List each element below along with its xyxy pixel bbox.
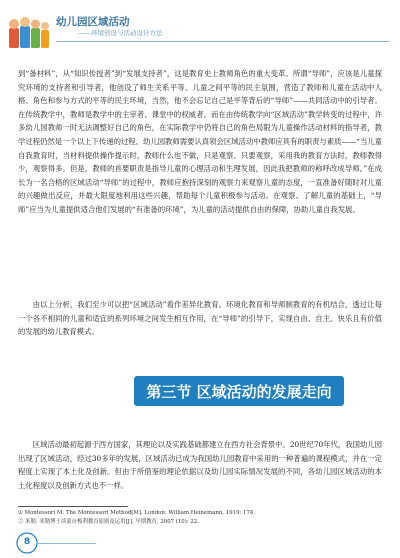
paragraph-text: 区域活动最初起源于西方国家，其理论以及实践基础都建立在西方社会背景中。20世纪70年代，我国幼儿园出现了区域活动，经过30多年的发展，区域活动已成为我国幼儿园教育中采用的一种普遍的课程模式，并在一定程度上实现了本土化及创新。但由于所借鉴的理论依据以及幼儿园实际情况发展的不同，各幼儿园区域活动的本土化程度以及创新方式也不一样。 bbox=[18, 440, 382, 490]
page-corner-divider bbox=[36, 543, 96, 544]
children-logo-icon bbox=[8, 16, 50, 52]
paragraph-text: 由以上分析，我们至少可以把“区域活动”看作差异化教育、环境化教育和导师制教育的有机结合，透过让每一个各不相同的儿童和适宜的系列环境之间发生相互作用，在“导师”的引导下，实现自由、自主、快乐且有价值的发展的幼儿教育模式。 bbox=[18, 300, 382, 337]
page-number-badge bbox=[16, 532, 38, 554]
footnote-1: ① Montessori M. The Montessori Method[M]. London: William Heinemann, 1919: 174. bbox=[18, 510, 256, 516]
footnotes bbox=[18, 509, 382, 527]
body-paragraph-1 bbox=[18, 67, 382, 217]
page-number: 8 bbox=[23, 537, 31, 547]
paragraph-text: 到“备材料”，从“知识传授者”到“发展支持者”，这是教育史上教师角色的重大变革。所谓“导师”，应该是儿童探究环境的支持者和引导者，他创设了师生关系平等、儿童之间平等的民主氛围，营造了教师和儿童在活动中人格、角色和参与方式的平等的民主环境，当然，他不会忘记自己是平等背后的“导师”——共同活动中的引导者。在传统教学中，教师是教学中的主宰者、课堂中的权威者。而在由传统教学向“区域活动”教学转变的过程中，许多幼儿园教师一时无法调整好自己的角色，在实际教学中仍将自己的角色局限为儿童操作活动材料的指导者，教学过程仍然是一个以上下传递的过程。幼儿园教师需要认真领会区域活动中教师应具有的职责与素质——“当儿童自我教育时，当材料提供操作提示时，教师什么也不做，只是观察。只要观察，采用我的教育方法时，教师教得少，观察得多。但是，教师的首要职责是指导儿童的心理活动和生理发展，因此我把教师的称呼改成导师。”在成长为一名合格的区域活动“导师”的过程中，教师应抱持深刻的观察力来观察儿童的态度，一直准备好随时对儿童的兴趣做出反应，并最大限度地利用这些兴趣，帮助每个儿童积极参与活动。在观察、了解儿童的基础上，“导师”应当为儿童提供适合他们发展的“有准备的环境”，为儿童的活动提供自由的保障，协助儿童自我发展。 bbox=[18, 69, 382, 214]
body-paragraph-3 bbox=[18, 438, 382, 492]
page-header bbox=[0, 0, 400, 62]
body-paragraph-2 bbox=[18, 298, 382, 339]
header-divider bbox=[56, 41, 390, 42]
header-title: 幼儿园区域活动 bbox=[56, 16, 130, 28]
section-title: 第三节 区域活动的发展走向 bbox=[146, 383, 332, 401]
section-heading-banner bbox=[134, 376, 344, 406]
header-subtitle: ——环境创设与活动设计方法 bbox=[78, 29, 163, 37]
footnote-2: ② 米勒. 米勒博士谈蒙台梭利教育原则及运用[J]. 早期教育, 2007 (10): 22. bbox=[18, 519, 199, 525]
footnote-divider bbox=[18, 506, 128, 507]
